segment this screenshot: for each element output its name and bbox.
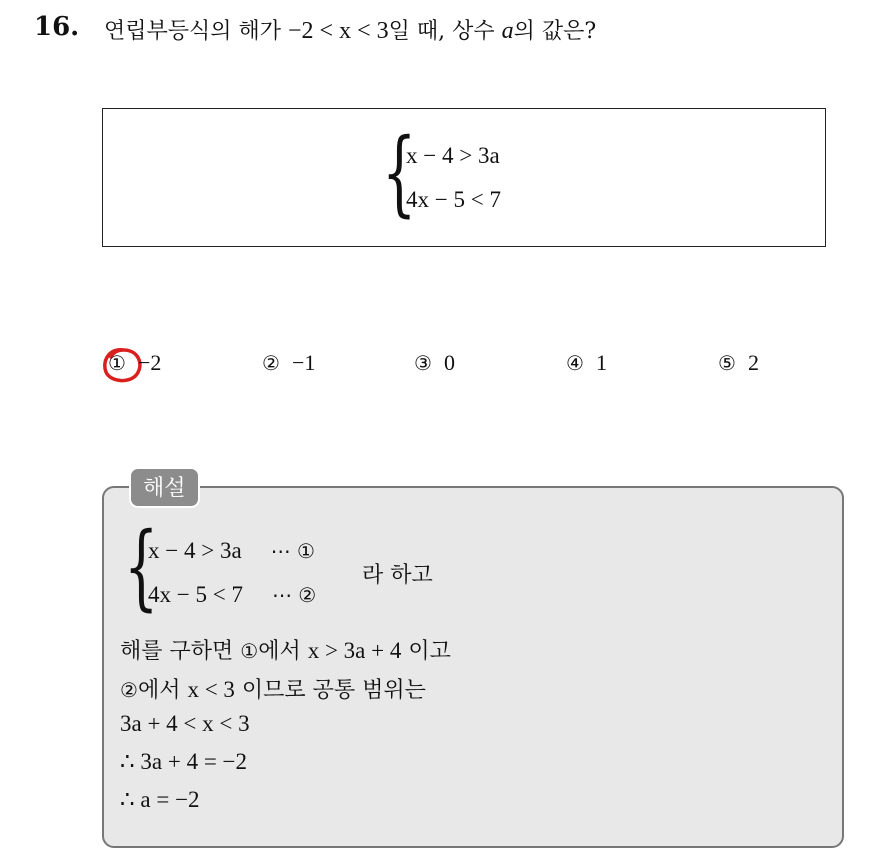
question-text-after: 의 값은? <box>513 19 597 44</box>
solution-line-1-text-c: 이고 <box>401 639 451 664</box>
choice-5[interactable] <box>718 350 759 376</box>
solution-line-2-ref: ② <box>120 678 138 702</box>
solution-line-2-text-a: 에서 <box>137 678 188 703</box>
solution-line-4 <box>120 749 247 775</box>
choice-3-marker: ③ <box>414 351 432 375</box>
solution-line-2-math: x < 3 <box>187 677 235 702</box>
solution-line-2-text-b: 이므로 공통 범위는 <box>234 678 426 703</box>
system-box <box>102 108 826 247</box>
choice-1[interactable] <box>108 350 161 376</box>
solution-system-ref-1: ⋯ ① <box>270 539 315 563</box>
choice-4-marker: ④ <box>566 351 584 375</box>
solution-system-ref-2: ⋯ ② <box>271 583 317 607</box>
solution-line-1-ref: ① <box>240 639 259 663</box>
solution-line-4-math: ∴ 3a + 4 = −2 <box>120 749 248 774</box>
choice-5-value: 2 <box>747 350 759 375</box>
system-line-2: 4x − 5 < 7 <box>406 187 501 212</box>
solution-tag: 해설 <box>129 467 200 508</box>
choice-3-value: 0 <box>443 350 455 375</box>
question-number: 16. <box>34 12 80 42</box>
question-text-mid: 일 때, 상수 <box>388 19 495 44</box>
solution-line-1-text-a: 해를 구하면 <box>120 639 241 664</box>
solution-system-line-1 <box>148 538 315 564</box>
choice-3[interactable] <box>414 350 455 376</box>
solution-line-5-math: ∴ a = −2 <box>120 787 200 812</box>
choice-1-value: −2 <box>137 350 162 375</box>
solution-system-eq-1: x − 4 > 3a <box>148 538 242 563</box>
choice-2-value: −1 <box>291 350 316 375</box>
system-line-1: x − 4 > 3a <box>406 143 500 168</box>
solution-line-2 <box>120 673 426 704</box>
solution-brace: { <box>124 513 159 622</box>
choice-2-marker: ② <box>262 351 280 375</box>
solution-system-line-2 <box>148 582 316 608</box>
solution-system-suffix: 라 하고 <box>362 563 433 588</box>
choice-1-marker: ① <box>108 351 126 375</box>
solution-system-eq-2: 4x − 5 < 7 <box>148 582 243 607</box>
solution-line-5 <box>120 787 200 813</box>
choice-4-value: 1 <box>595 350 607 375</box>
solution-line-1-text-b: 에서 <box>258 639 308 664</box>
solution-line-1 <box>120 634 451 665</box>
solution-line-3 <box>120 711 250 737</box>
choice-2[interactable] <box>262 350 315 376</box>
solution-line-3-math: 3a + 4 < x < 3 <box>120 711 250 736</box>
system-brace: { <box>382 119 417 228</box>
question-text-before: 연립부등식의 해가 <box>104 19 282 44</box>
choice-5-marker: ⑤ <box>718 351 736 375</box>
question-condition: −2 < x < 3 <box>288 18 389 44</box>
choice-4[interactable] <box>566 350 607 376</box>
question-text <box>104 14 596 45</box>
solution-line-1-math: x > 3a + 4 <box>307 638 402 663</box>
question-var-a: a <box>501 18 514 44</box>
